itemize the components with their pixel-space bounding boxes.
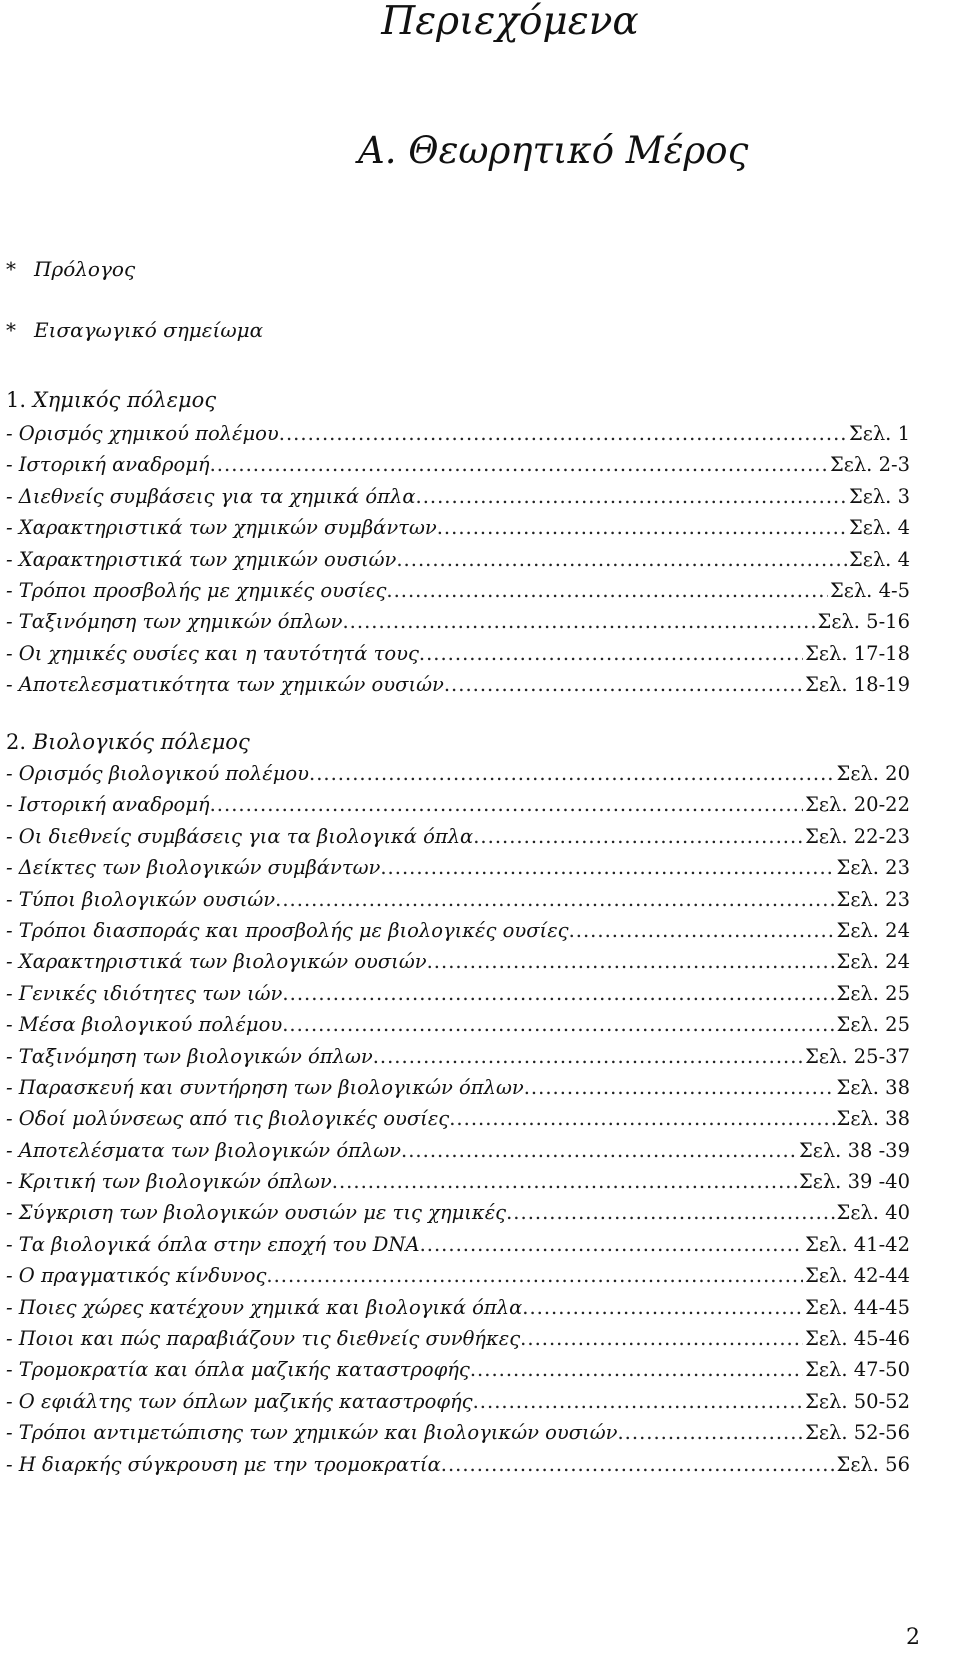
toc-entry-page: Σελ. 25 <box>836 981 910 1005</box>
toc-entry-label: - Τρομοκρατία και όπλα μαζικής καταστροφής <box>6 1358 470 1382</box>
dot-leader <box>524 1072 835 1103</box>
toc-entry <box>6 1386 910 1417</box>
dot-leader <box>444 669 803 700</box>
toc-entry-label: - Μέσα βιολογικού πολέμου <box>6 1013 283 1037</box>
dot-leader <box>282 1009 834 1040</box>
toc-entry-page: Σελ. 20-22 <box>805 793 910 817</box>
dot-leader <box>470 1354 803 1385</box>
dot-leader <box>569 915 835 946</box>
toc-entry <box>6 1260 910 1291</box>
dot-leader <box>210 449 828 480</box>
dot-leader <box>342 606 815 637</box>
toc-entry <box>6 1323 910 1354</box>
toc-entry <box>6 884 910 915</box>
toc-entry-label: - Γενικές ιδιότητες των ιών <box>6 981 283 1005</box>
section-heading-label: Χημικός πόλεμος <box>32 388 217 412</box>
toc-list-biological <box>6 758 910 1480</box>
toc-entry-page: Σελ. 5-16 <box>817 610 910 634</box>
section-heading-chemical-warfare <box>6 386 216 414</box>
toc-entry-page: Σελ. 3 <box>848 484 910 508</box>
toc-entry-page: Σελ. 1 <box>848 422 910 445</box>
dot-leader <box>266 1260 803 1291</box>
toc-entry <box>6 1103 910 1134</box>
toc-entry-label: - Ταξινόμηση των χημικών όπλων <box>6 610 343 634</box>
toc-entry <box>6 1197 910 1228</box>
toc-entry <box>6 638 910 669</box>
toc-entry <box>6 852 910 883</box>
toc-entry <box>6 606 910 637</box>
toc-entry-page: Σελ. 38 <box>836 1075 910 1099</box>
toc-entry-label: - Ορισμός χημικού πολέμου <box>6 422 279 445</box>
toc-entry-page: Σελ. 40 <box>836 1201 910 1225</box>
toc-entry <box>6 946 910 977</box>
bullet-star: * <box>6 257 16 281</box>
toc-entry <box>6 418 910 449</box>
toc-entry-page: Σελ. 4-5 <box>829 578 910 602</box>
toc-entry <box>6 1135 910 1166</box>
dot-leader <box>473 1386 804 1417</box>
dot-leader <box>437 512 847 543</box>
toc-entry-label: - Σύγκριση των βιολογικών ουσιών με τις χημικές <box>6 1201 507 1225</box>
toc-entry-label: - Τα βιολογικά όπλα στην εποχή του DNA <box>6 1232 420 1256</box>
part-subtitle: Α. Θεωρητικό Μέρος <box>358 129 749 172</box>
dot-leader <box>332 1166 797 1197</box>
toc-entry <box>6 758 910 789</box>
toc-entry-label: - Η διαρκής σύγκρουση με την τρομοκρατία <box>6 1452 441 1476</box>
toc-entry-page: Σελ. 22-23 <box>805 824 910 848</box>
page-number: 2 <box>906 1625 920 1650</box>
toc-entry-label: - Ο εφιάλτης των όπλων μαζικής καταστροφής <box>6 1389 473 1413</box>
toc-entry <box>6 1166 910 1197</box>
toc-entry-page: Σελ. 4 <box>848 516 910 540</box>
section-number: 1. <box>6 388 27 412</box>
dot-leader <box>275 884 834 915</box>
section-heading-biological-warfare <box>6 728 250 756</box>
toc-entry-page: Σελ. 23 <box>836 856 910 880</box>
toc-entry <box>6 1354 910 1385</box>
toc-entry-label: - Τρόποι προσβολής με χημικές ουσίες <box>6 578 387 602</box>
dot-leader <box>419 638 803 669</box>
toc-entry-page: Σελ. 47-50 <box>805 1358 910 1382</box>
toc-entry-page: Σελ. 24 <box>836 918 910 942</box>
intro-item-label: Πρόλογος <box>34 257 136 281</box>
toc-entry-label: - Τρόποι διασποράς και προσβολής με βιολογικές ουσίες <box>6 918 569 942</box>
toc-entry-page: Σελ. 38 -39 <box>798 1138 910 1162</box>
toc-entry-page: Σελ. 41-42 <box>805 1232 910 1256</box>
dot-leader <box>427 946 835 977</box>
toc-entry-label: - Οι χημικές ουσίες και η ταυτότητά τους <box>6 641 419 665</box>
intro-item-label: Εισαγωγικό σημείωμα <box>34 318 264 342</box>
toc-entry-page: Σελ. 44-45 <box>805 1295 910 1319</box>
toc-entry-page: Σελ. 45-46 <box>805 1327 910 1351</box>
toc-entry-page: Σελ. 20 <box>836 762 910 785</box>
toc-entry <box>6 1449 910 1480</box>
dot-leader <box>473 821 803 852</box>
toc-entry-label: - Οδοί μολύνσεως από τις βιολογικές ουσίες <box>6 1107 450 1131</box>
toc-entry-label: - Ιστορική αναδρομή <box>6 793 210 817</box>
toc-entry-label: - Ιστορική αναδρομή <box>6 453 210 477</box>
toc-entry <box>6 512 910 543</box>
section-heading-label: Βιολογικός πόλεμος <box>32 730 250 754</box>
toc-entry-page: Σελ. 2-3 <box>829 453 910 477</box>
toc-entry-label: - Ορισμός βιολογικού πολέμου <box>6 762 310 785</box>
toc-entry-page: Σελ. 25-37 <box>805 1044 910 1068</box>
toc-entry-label: - Ποιοι και πώς παραβιάζουν τις διεθνείς συνθήκες <box>6 1327 521 1351</box>
toc-entry-label: - Κριτική των βιολογικών όπλων <box>6 1170 332 1194</box>
toc-entry-label: - Ο πραγματικός κίνδυνος <box>6 1264 267 1288</box>
dot-leader <box>522 1292 803 1323</box>
toc-entry-label: - Διεθνείς συμβάσεις για τα χημικά όπλα <box>6 484 416 508</box>
toc-entry-label: - Χαρακτηριστικά των χημικών ουσιών <box>6 547 397 571</box>
toc-entry <box>6 481 910 512</box>
toc-entry <box>6 544 910 575</box>
toc-entry <box>6 575 910 606</box>
toc-entry-page: Σελ. 39 -40 <box>798 1170 910 1194</box>
dot-leader <box>416 481 847 512</box>
toc-entry-label: - Δείκτες των βιολογικών συμβάντων <box>6 856 381 880</box>
toc-entry-label: - Αποτελεσματικότητα των χημικών ουσιών <box>6 673 444 697</box>
toc-entry-page: Σελ. 52-56 <box>805 1421 910 1445</box>
toc-entry-label: - Αποτελέσματα των βιολογικών όπλων <box>6 1138 402 1162</box>
toc-entry <box>6 1041 910 1072</box>
toc-entry-label: - Παρασκευή και συντήρηση των βιολογικών όπλων <box>6 1075 524 1099</box>
toc-entry-label: - Τύποι βιολογικών ουσιών <box>6 887 276 911</box>
toc-entry <box>6 1229 910 1260</box>
toc-list-chemical <box>6 418 910 701</box>
toc-entry <box>6 789 910 820</box>
dot-leader <box>617 1417 803 1448</box>
dot-leader <box>386 575 828 606</box>
toc-entry <box>6 821 910 852</box>
toc-entry-label: - Χαρακτηριστικά των βιολογικών ουσιών <box>6 950 427 974</box>
dot-leader <box>210 789 804 820</box>
dot-leader <box>520 1323 803 1354</box>
toc-entry-label: - Χαρακτηριστικά των χημικών συμβάντων <box>6 516 437 540</box>
toc-entry-page: Σελ. 4 <box>848 547 910 571</box>
dot-leader <box>282 978 834 1009</box>
dot-leader <box>441 1449 835 1480</box>
toc-entry <box>6 1009 910 1040</box>
dot-leader <box>396 544 847 575</box>
toc-entry <box>6 669 910 700</box>
toc-entry <box>6 1292 910 1323</box>
toc-entry-page: Σελ. 18-19 <box>805 673 910 697</box>
dot-leader <box>279 418 847 449</box>
intro-item-preface <box>6 256 135 282</box>
section-number: 2. <box>6 730 27 754</box>
toc-entry-label: - Ποιες χώρες κατέχουν χημικά και βιολογικά όπλα <box>6 1295 523 1319</box>
toc-entry-page: Σελ. 50-52 <box>805 1389 910 1413</box>
toc-entry-label: - Οι διεθνείς συμβάσεις για τα βιολογικά όπλα <box>6 824 474 848</box>
toc-entry-page: Σελ. 25 <box>836 1013 910 1037</box>
toc-entry-page: Σελ. 24 <box>836 950 910 974</box>
intro-item-introductory-note <box>6 317 263 343</box>
toc-entry-page: Σελ. 23 <box>836 887 910 911</box>
toc-entry-page: Σελ. 56 <box>836 1452 910 1476</box>
toc-entry-page: Σελ. 17-18 <box>805 641 910 665</box>
toc-entry-label: - Ταξινόμηση των βιολογικών όπλων <box>6 1044 373 1068</box>
dot-leader <box>401 1135 797 1166</box>
toc-entry <box>6 915 910 946</box>
toc-entry <box>6 1417 910 1448</box>
dot-leader <box>380 852 834 883</box>
page-title: Περιεχόμενα <box>381 0 639 44</box>
toc-entry <box>6 449 910 480</box>
toc-entry <box>6 978 910 1009</box>
toc-entry-label: - Τρόποι αντιμετώπισης των χημικών και βιολογικών ουσιών <box>6 1421 618 1445</box>
bullet-star: * <box>6 318 16 342</box>
toc-entry-page: Σελ. 38 <box>836 1107 910 1131</box>
toc-entry-page: Σελ. 42-44 <box>805 1264 910 1288</box>
dot-leader <box>420 1229 804 1260</box>
dot-leader <box>506 1197 834 1228</box>
dot-leader <box>449 1103 834 1134</box>
dot-leader <box>373 1041 803 1072</box>
dot-leader <box>309 758 835 789</box>
toc-entry <box>6 1072 910 1103</box>
